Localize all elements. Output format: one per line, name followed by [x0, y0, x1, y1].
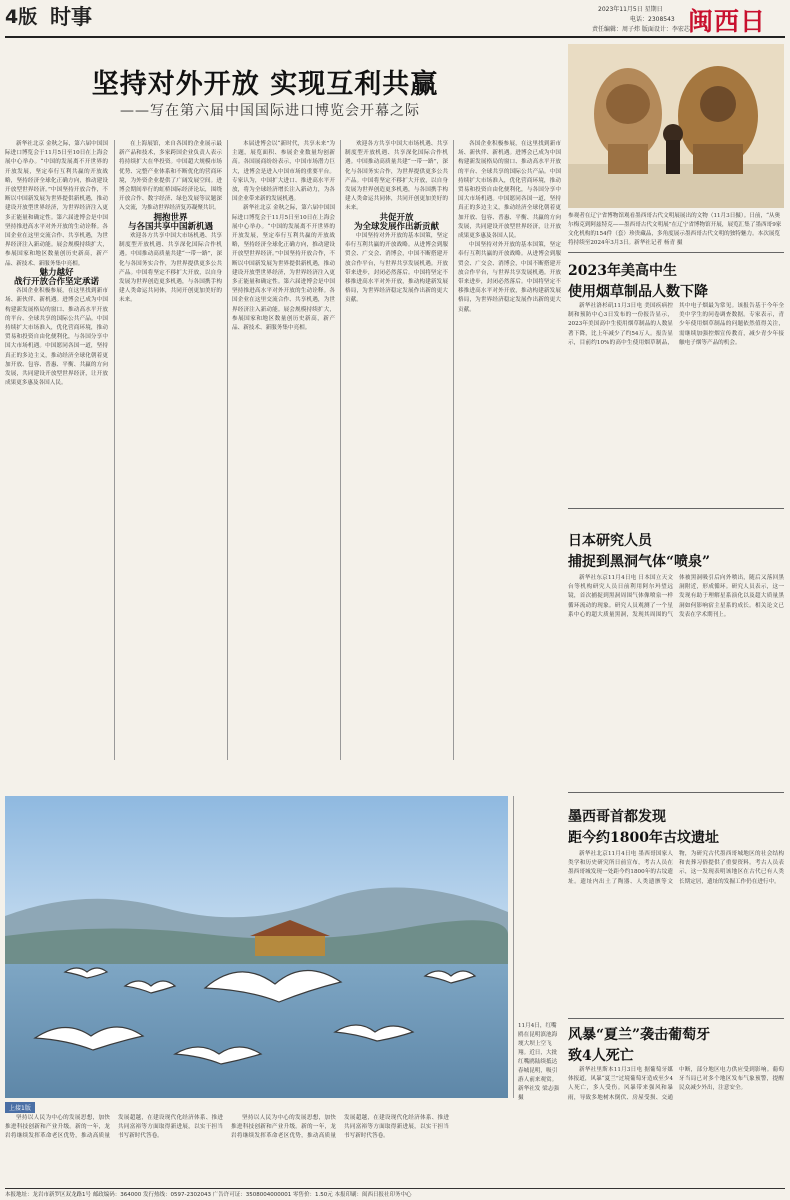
masthead-editors: 责任编辑：周子炜 版面设计：李宏芯: [592, 26, 690, 33]
lead-column-3: 本届进博会以“新时代，共享未来”为主题，展览面积、参展企业数量均创新高。各国展商纷纷表示，中国市场潜力巨大，进博会是进入中国市场的重要平台。专家认为，中国扩大进口、推进高水平开放，将为全球经济增长注入新动力，为各国企业带来新的发展机遇。 新华社北京 金秋之际，第六届中国国际进口博览会于11月5日至10日在上海会展中心举办。“中国的发展离不开世界的开放发展，坚定奉行互利共赢的开放战略，坚持经济全球化正确方向，推动建设开放型世界经济。”中国坚持开放合作，不断以中国新发展为世界提供新机遇，推动建设开放型世界经济，为世界经济注入更多正能量和确定性。第六届进博会是中国坚持推进高水平对外开放的生动诠释。各国企业在这里交流合作、共享机遇，为世界经济注入新动能。展会规模持续扩大，参展国家和地区数量创历史新高，新产品、新技术、新服务集中亮相。: [232, 141, 335, 332]
masthead-rule: [5, 36, 785, 38]
newspaper-logo: 闽西日: [688, 7, 767, 36]
footer-bar: 本报地址：龙岩市新罗区双龙路1号 邮政编码：364000 发行热线：0597-2302043 广告许可证：3508004000001 零售价：1.50元 本报印刷：闽西日报社印务中心: [5, 1192, 412, 1198]
lead-subhead-6: 为全球发展作出新贡献: [353, 221, 439, 232]
lead-column-2: 在上海展馆，来自各国的企业展示最新产品和技术，多家跨国企业负责人表示将持续扩大在华投资。中国超大规模市场优势、完整产业体系和不断优化的营商环境，为外资企业提供了广阔发展空间。进博会期间举行的虹桥国际经济论坛，围绕开放合作、数字经济、绿色发展等议题深入交流，为推动世界经济复苏凝聚共识。 拥抱世界 与各国共享中国新机遇 欢迎各方共享中国大市场机遇、共享制度型开放机遇、共享深化国际合作机遇。中国推动高质量共建“一带一路”，深化与各国务实合作，为世界提供更多公共产品。中国将坚定不移扩大开放，以自身发展为世界创造更多机遇，与各国携手构建人类命运共同体，共同开创更加美好的未来。: [119, 141, 222, 304]
japan-headline-line2: 捕捉到黑洞气体“喷泉”: [568, 554, 711, 570]
footer-story-body: 坚持以人民为中心的发展思想，加快推进科技创新和产业升级。新的一年，龙岩将继续发挥革命老区优势，推动高质量发展超越，在建设现代化经济体系、推进共同富裕等方面取得新进展，以实干担当书写新时代答卷。 坚持以人民为中心的发展思想，加快推进科技创新和产业升级。新的一年，龙岩将继续发挥革命老区优势，推动高质量发展超越，在建设现代化经济体系、推进共同富裕等方面取得新进展，以实干担当书写新时代答卷。: [5, 1115, 449, 1140]
tobacco-headline-line1: 2023年美高中生: [568, 263, 677, 279]
mexico-headline-line1: 墨西哥首都发现: [568, 809, 666, 825]
masthead-phone: 电话：2308543: [630, 16, 675, 23]
lead-subhead-2: 战行开放合作坚定承诺: [13, 277, 99, 288]
section-title: 时事: [50, 5, 92, 29]
lead-subhead-5: 共促开放: [379, 212, 414, 223]
portugal-headline-line2: 致4人死亡: [568, 1048, 634, 1064]
gull-caption: 11月4日，红嘴鸥在昆明滇池海埂大坝上空飞翔。近日，大批红嘴鸥陆续抵达春城昆明，吸引游人前来观赏。新华社发 梁志强 摄: [518, 1023, 559, 1101]
tobacco-body: 新华社洛杉矶11月3日电 美国疾病控制和预防中心3日发布的一份报告显示，2023年美国高中生使用烟草制品的人数显著下降，比上年减少了约54万人。报告显示，目前约10%的高中生使用烟草制品，其中电子烟最为常见。该报告基于今年全美中学生的问卷调查数据。专家表示，青少年使用烟草制品的问题依然值得关注，需继续加强控烟宣传教育，减少青少年接触电子烟等产品的机会。: [568, 303, 784, 346]
continued-label: 上接1版: [5, 1102, 35, 1113]
portugal-headline-line1: 风暴“夏兰”袭击葡萄牙: [568, 1027, 711, 1043]
lead-column-5: 各国企业积极参展，在这里找到新市场、新伙伴、新机遇。进博会已成为中国构建新发展格局的窗口、推动高水平开放的平台、全球共享的国际公共产品。中国持续扩大市场准入，优化营商环境，推动贸易和投资自由化便利化，与各国分享中国大市场机遇。中国愿同各国一道，坚持真正的多边主义，推动经济全球化朝着更加开放、包容、普惠、平衡、共赢的方向发展，共同建设开放型世界经济，让开放成果更多惠及各国人民。 中国坚持对外开放的基本国策，坚定奉行互利共赢的开放战略。从进博会到服贸会、广交会、消博会，中国不断搭建开放合作平台，与世界共享发展机遇。开放带来进步，封闭必然落后。中国将坚定不移推进高水平对外开放，推动构建新发展格局，为世界经济稳定发展作出新的更大贡献。: [458, 141, 561, 313]
masthead-date: 2023年11月5日 星期日: [598, 6, 663, 13]
mexico-headline-line2: 距今约1800年古坟遗址: [568, 830, 719, 846]
gull-photo: [5, 796, 508, 1098]
lead-subheadline: ——写在第六届中国国际进口博览会开幕之际: [120, 103, 420, 119]
japan-body: 新华社东京11月4日电 日本国立天文台等机构研究人员日前利用阿尔玛望远镜，首次捕捉到黑洞周围气体像喷泉一样循环流动的现象。研究人员观测了一个星系中心的超大质量黑洞，发现其周围的气体被黑洞吸引后向外喷出，随后又落回黑洞附近，形成循环。研究人员表示，这一发现有助于理解星系演化以及超大质量黑洞如何影响宿主星系的成长。相关论文已发表在学术期刊上。: [568, 575, 784, 618]
page-number: 4版: [5, 6, 38, 28]
lead-column-1: 新华社北京 金秋之际，第六届中国国际进口博览会于11月5日至10日在上海会展中心举办。“中国的发展离不开世界的开放发展，坚定奉行互利共赢的开放战略，坚持经济全球化正确方向，推动建设开放型世界经济。”中国坚持开放合作，不断以中国新发展为世界提供新机遇，推动建设开放型世界经济，为世界经济注入更多正能量和确定性。第六届进博会是中国坚持推进高水平对外开放的生动诠释。各国企业在这里交流合作、共享机遇，为世界经济注入新动能。展会规模持续扩大，参展国家和地区数量创历史新高，新产品、新技术、新服务集中亮相。 魅力越好 战行开放合作坚定承诺 各国企业积极参展，在这里找到新市场、新伙伴、新机遇。进博会已成为中国构建新发展格局的窗口、推动高水平开放的平台、全球共享的国际公共产品。中国持续扩大市场准入，优化营商环境，推动贸易和投资自由化便利化，与各国分享中国大市场机遇。中国愿同各国一道，坚持真正的多边主义，推动经济全球化朝着更加开放、包容、普惠、平衡、共赢的方向发展，共同建设开放型世界经济，让开放成果更多惠及各国人民。: [5, 141, 108, 387]
portugal-body: 新华社里斯本11月3日电 据葡萄牙媒体报道，风暴“夏兰”过境葡萄牙造成至少4人死亡，多人受伤。风暴带来强风和暴雨，导致多地树木倒伏、房屋受损、交通中断，部分地区电力供应受到影响。葡萄牙当局已对多个地区发布气象预警，提醒民众减少外出，注意安全。: [568, 1067, 784, 1101]
japan-headline-line1: 日本研究人员: [568, 533, 652, 549]
artifact-photo: [568, 44, 784, 208]
lead-column-4: 欢迎各方共享中国大市场机遇、共享制度型开放机遇、共享深化国际合作机遇。中国推动高质量共建“一带一路”，深化与各国务实合作，为世界提供更多公共产品。中国将坚定不移扩大开放，以自身发展为世界创造更多机遇，与各国携手构建人类命运共同体，共同开创更加美好的未来。 共促开放 为全球发展作出新贡献 中国坚持对外开放的基本国策，坚定奉行互利共赢的开放战略。从进博会到服贸会、广交会、消博会，中国不断搭建开放合作平台，与世界共享发展机遇。开放带来进步，封闭必然落后。中国将坚定不移推进高水平对外开放，推动构建新发展格局，为世界经济稳定发展作出新的更大贡献。: [345, 141, 448, 304]
tobacco-headline-line2: 使用烟草制品人数下降: [568, 284, 708, 300]
mexico-body: 新华社北京11月4日电 墨西哥国家人类学和历史研究所日前宣布，考古人员在墨西哥城发现一处距今约1800年的古坟遗址。遗址内出土了陶器、人类遗骸等文物，为研究古代墨西哥城地区的社会结构和丧葬习俗提供了重要资料。考古人员表示，这一发现表明该地区在古代已有人类长期定居，遗址的发掘工作仍在进行中。: [568, 851, 784, 885]
lead-subhead-1: 魅力越好: [39, 267, 74, 278]
lead-subhead-3: 拥抱世界: [153, 212, 188, 223]
lead-headline: 坚持对外开放 实现互利共赢: [91, 69, 439, 100]
artifact-caption: 参观者在辽宁省博物馆观看墨西哥古代文明展展出的文物（11月3日摄）。日前，“从奥尔梅克到阿兹特克——墨西哥古代文明展”在辽宁省博物馆开展，展览汇集了墨西哥9家文化机构的154件（套）珍贵藏品，多角度展示墨西哥古代文明的独特魅力。本次展览将持续至2024年3月3日。新华社记者 杨青 摄: [568, 213, 782, 246]
lead-subhead-4: 与各国共享中国新机遇: [127, 221, 213, 232]
